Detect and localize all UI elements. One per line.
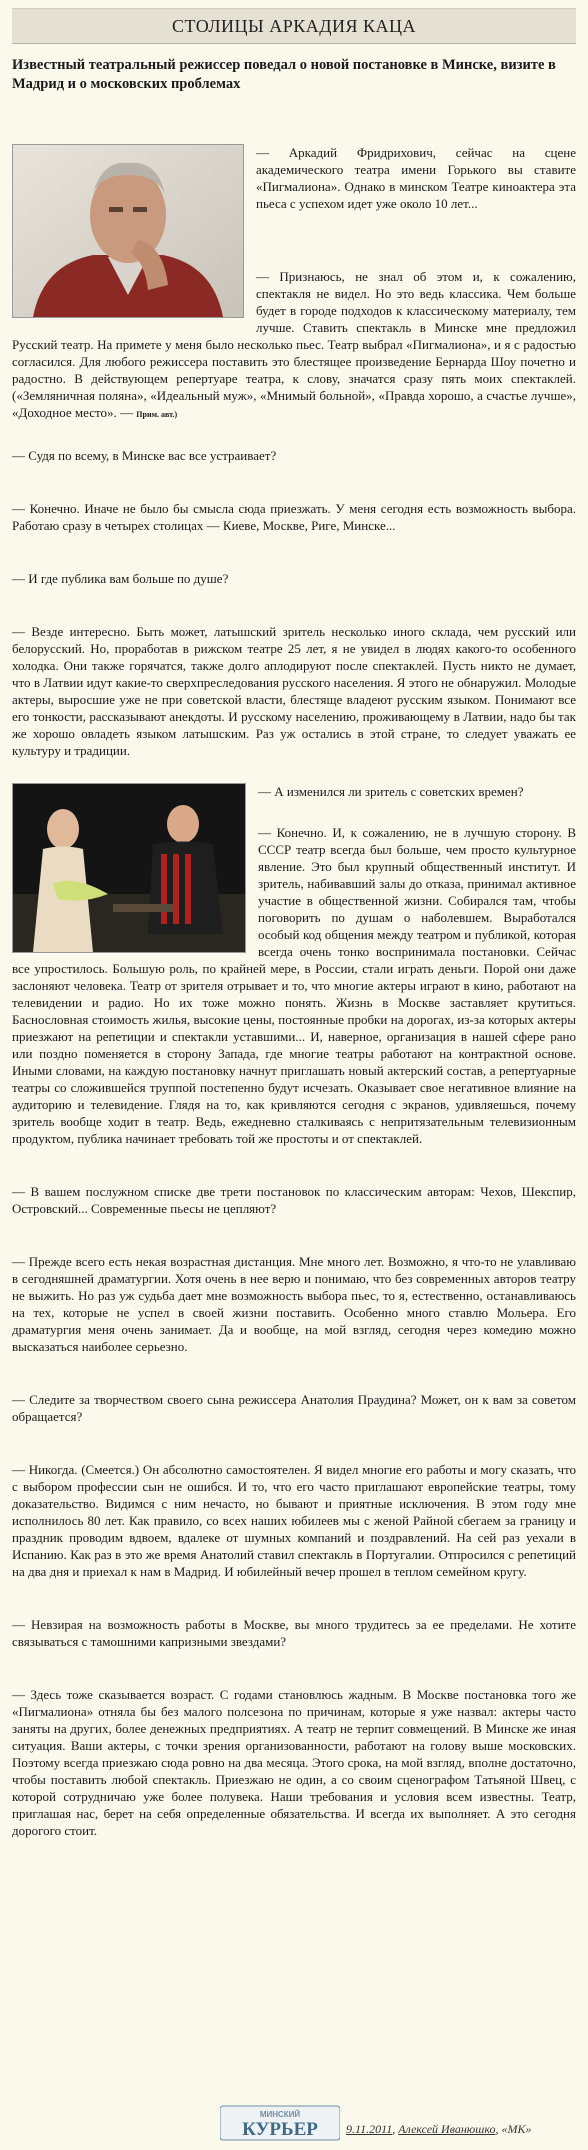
answer-4: — Конечно. И, к сожалению, не в лучшую сторону. В СССР театр всегда был больше, чем просто культурное явление. Это был крупный общественный институт. И зритель, набивавший залы до отказа, принимал активное участие в общественной жизни. Собирался там, чтобы поговорить по душам о наболевшем. Выработался особый код общения между театром и публикой, которая всегда очень тонко воспринимала постановки. Сейчас все упростилось. Большую роль, по крайней мере, в России, стали играть деньги. Порой они даже заслоняют человека. Театр от зрителя отрывает и то, что многие актеры играют в кино, работают на телевидении и радио. Но их тоже можно понять. Жизнь в Москве заставляет крутиться. Баснословная стоимость жилья, высокие цены, постоянные пробки на дорогах, из-за которых актеры приезжают на репетиции и спектакли уставшими... И, наверное, организация в нашей сфере рано или поздно поменяется в сторону Запада, где многие театры работают на контрактной основе. Иными словами, на каждую постановку начнут приглашать новый актерский состав, а репертуарные театры со сложившейся труппой постепенно будут исчезать. Оказывает свое негативное влияние на аудиторию и телевидение. Глядя на то, как кривляются сегодня с экранов, удивляешься, почему зритель вообще ходит в театр. Ведь, ежедневно сталкиваясь с непритязательным телевизионным продуктом, публика начинает требовать той же простоты и от спектаклей. bbox=[12, 825, 576, 1146]
question-5: — В вашем послужном списке две трети постановок по классическим авторам: Чехов, Шекспир, Островский... Современные пьесы не цепляют? bbox=[12, 1184, 576, 1216]
stage-photo bbox=[12, 783, 246, 953]
question-6: — Следите за творчеством своего сына режиссера Анатолия Праудина? Может, он к вам за советом обращается? bbox=[12, 1392, 576, 1424]
answer-5: — Прежде всего есть некая возрастная дистанция. Мне много лет. Возможно, я что-то не улавливаю в сегодняшней драматургии. Хотя очень в нее верю и понимаю, что без современных авторов театру не выжить. Но раз уж судьба дает мне возможность выбора пьес, то я, естественно, останавливаюсь на тех, которые не успел в своей жизни поставить. Особенно много ставлю Мольера. Его драматургия меня очень занимает. Да и вообще, на мой взгляд, сегодня через комедию можно высказаться наиболее серьезно. bbox=[12, 1254, 576, 1354]
minsk-courier-logo bbox=[220, 2102, 340, 2142]
section-title: СТОЛИЦЫ АРКАДИЯ КАЦА bbox=[12, 8, 576, 44]
answer-6: — Никогда. (Смеется.) Он абсолютно самостоятелен. Я видел многие его работы и могу сказать, что с выбором профессии сын не ошибся. И то, что его часто приглашают европейские театры, тому доказательство. Видимся с ним нечасто, но бывают и приятные исключения. В этом году мне исполнилось 80 лет. Как правило, со всех наших юбилеев мы с женой Райной сбегаем за границу и праздник проводим вдвоем, вдалеке от шумных компаний и поздравлений. На сей раз уехали в Испанию. Как раз в это же время Анатолий ставил спектакль в Португалии. Отпросился с репетиций на два дня и приехал к нам в Мадрид. И юбилейный вечер прошел в теплом семейном кругу. bbox=[12, 1462, 576, 1579]
logo-text-main: КУРЬЕР bbox=[242, 2119, 318, 2140]
question-7: — Невзирая на возможность работы в Москве, вы много трудитесь за ее пределами. Не хотите связываться с тамошними капризными звездами? bbox=[12, 1617, 576, 1649]
date-link[interactable]: 9.11.2011 bbox=[346, 2122, 393, 2136]
article-lead: Известный театральный режиссер поведал о новой постановке в Минске, визите в Мадрид и о московских проблемах bbox=[12, 57, 556, 92]
answer-7: — Здесь тоже сказывается возраст. С годами становлюсь жадным. В Москве постановка того же «Пигмалиона» отняла бы без малого полсезона по причинам, которые я уже назвал: актеры часто заняты на других, более денежных предприятиях. А театр не терпит совмещений. В Минске же иная ситуация. Ваши актеры, с точки зрения организованности, работают на голову выше московских. Поэтому всегда приезжаю сюда ровно на два месяца. Этого срока, на мой взгляд, вполне достаточно, чтобы поставить любой спектакль. Приезжаю не один, а со своим сценографом Татьяной Швец, с которой сотрудничаю уже более полувека. Наши требования и условия всем известны. Театр, приглашая нас, берет на себя определенные обязательства. И всегда их выполняет. А это сегодня дорогого стоит. bbox=[12, 1687, 576, 1838]
article-footer bbox=[0, 2102, 588, 2142]
question-2: — Судя по всему, в Минске вас все устраивает? bbox=[12, 448, 277, 463]
question-4: — А изменился ли зритель с советских времен? bbox=[258, 784, 524, 799]
logo-text-top: МИНСКИЙ bbox=[259, 2110, 301, 2119]
portrait-photo bbox=[12, 144, 244, 318]
answer-3: — Везде интересно. Быть может, латышский зритель несколько иного склада, чем русский или белорусский. Но, проработав в рижском театре 25 лет, я не увидел в людях какого-то особенного холодка. Они также горячатся, также долго аплодируют после спектаклей. Пусть никто не думает, что в Латвии идут какие-то сверхпреследования русского населения. Я этого не обнаружил. Молодые актеры, выросшие уже не при советской власти, блестяще владеют русским языком. Понимают все его тонкости, рассказывают анекдоты. И русскому населению, проживающему в Латвии, надо бы так же хорошо овладеть языком латышским. Раз уж остались в этой стране, то следует уважать ее культуру и традиции. bbox=[12, 624, 576, 758]
paragraph-2-text: — Признаюсь, не знал об этом и, к сожалению, спектакля не видел. Но это ведь классика. Чем больше будет в городе подходов к классическому материалу, тем лучше. Ставить спектакль в Минске мне предложил Русский театр. На примете у меня было несколько пьес. Театр выбрал «Пигмалиона», и я с радостью согласился. Для любого режиссера поставить это блестящее произведение Бернарда Шоу почетно и радостно. В действующем репертуаре театра, к слову, значатся сразу пять моих спектаклей. («Земляничная поляна», «Идеальный муж», «Мнимый больной», «Правда хорошо, а счастье лучше», «Доходное место». — bbox=[12, 269, 576, 420]
author-link[interactable]: Алексей Иванюшко bbox=[398, 2122, 496, 2136]
source-name: «МК» bbox=[501, 2122, 532, 2136]
author-note: Прим. авт.) bbox=[136, 410, 178, 419]
paragraph-1: — Аркадий Фридрихович, сейчас на сцене академического театра имени Горького вы ставите «Пигмалиона». Однако в минском Театре киноактера эта пьеса с успехом идет уже около 10 лет... bbox=[256, 145, 576, 211]
question-3: — И где публика вам больше по душе? bbox=[12, 571, 229, 586]
article-page bbox=[0, 8, 588, 2150]
answer-2: — Конечно. Иначе не было бы смысла сюда приезжать. У меня сегодня есть возможность выбора. Работаю сразу в четырех столицах — Киеве, Москве, Риге, Минске... bbox=[12, 501, 576, 533]
byline: 9.11.2011, Алексей Иванюшко, «МК» bbox=[346, 2122, 532, 2136]
stage-image bbox=[13, 784, 245, 952]
portrait-image bbox=[13, 145, 243, 317]
byline-separator: , bbox=[392, 2122, 396, 2136]
